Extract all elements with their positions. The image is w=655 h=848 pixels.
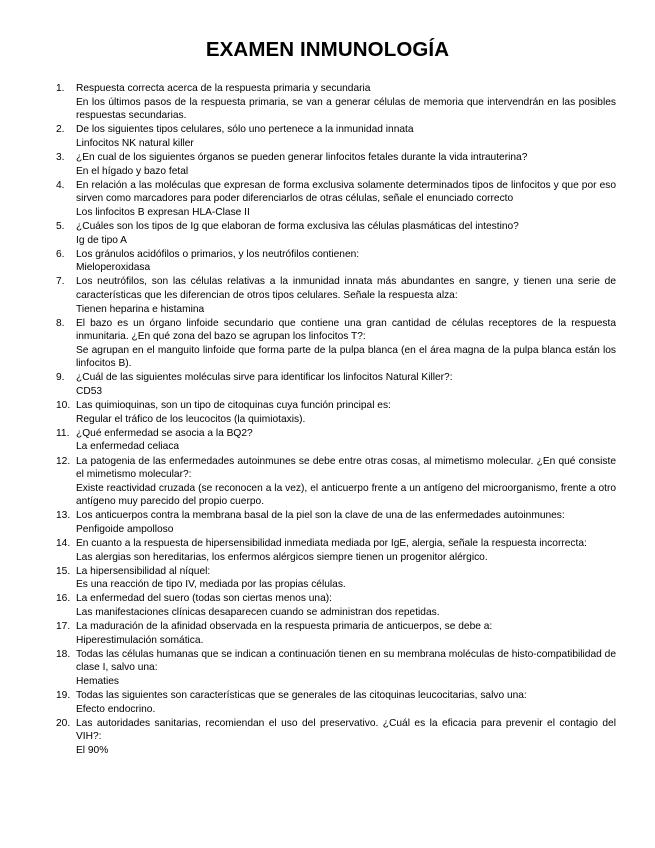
- question-text: Todas las células humanas que se indican a continuación tienen en su membrana moléculas de histo-compatibilidad de clase I, salvo una:: [76, 648, 616, 674]
- answer-text: El 90%: [76, 745, 109, 756]
- question-text: De los siguientes tipos celulares, sólo uno pertenece a la inmunidad innata: [76, 124, 414, 136]
- question-text: ¿Qué enfermedad se asocia a la BQ2?: [76, 427, 253, 439]
- question-number: 7.: [56, 276, 65, 288]
- question-number: 1.: [56, 83, 65, 94]
- question-number: 11.: [56, 427, 70, 439]
- question-list: [56, 82, 616, 758]
- answer-text: Las alergias son hereditarias, los enfermos alérgicos siempre tienen un progenitor alérgico.: [76, 551, 488, 563]
- question-number: 3.: [56, 151, 65, 163]
- page-title: EXAMEN INMUNOLOGÍA: [205, 38, 450, 61]
- question-item: [56, 689, 616, 716]
- question-number: 13.: [56, 510, 71, 522]
- answer-text: En el hígado y bazo fetal: [76, 165, 189, 177]
- question-text: Las autoridades sanitarias, recomiendan el uso del preservativo. ¿Cuál es la eficacia para prevenir el contagio del VIH?:: [76, 717, 616, 743]
- question-item: [56, 565, 616, 592]
- question-item: [56, 371, 616, 398]
- question-number: 9.: [56, 372, 65, 384]
- question-text: La patogenia de las enfermedades autoinmunes se debe entre otras cosas, al mimetismo molecular. ¿En qué consiste el mimetismo molecular?:: [76, 455, 616, 481]
- question-number: 20.: [56, 717, 71, 729]
- question-item: [56, 248, 616, 275]
- question-item: [56, 399, 616, 426]
- question-item: [56, 648, 616, 689]
- question-text: La hipersensibilidad al níquel:: [76, 565, 211, 577]
- question-item: [56, 123, 616, 150]
- question-text: ¿Cuál de las siguientes moléculas sirve para identificar los linfocitos Natural Killer?:: [76, 372, 453, 384]
- question-item: [56, 317, 616, 371]
- question-item: [56, 179, 616, 220]
- question-item: [56, 455, 616, 509]
- question-text: En cuanto a la respuesta de hipersensibilidad inmediata mediada por IgE, alergia, señale la respuesta incorrecta:: [76, 538, 587, 550]
- question-number: 14.: [56, 538, 71, 550]
- question-number: 15.: [56, 565, 71, 577]
- question-item: [56, 427, 616, 454]
- answer-text: Tienen heparina e histamina: [76, 303, 205, 315]
- answer-text: Ig de tipo A: [76, 234, 127, 246]
- question-number: 12.: [56, 455, 71, 467]
- question-text: Los neutrófilos, son las células relativas a la inmunidad innata más abundantes en sangre, y tienen una serie de características que les diferencian de otros tipos celulares. Señale la respuesta alza:: [76, 276, 616, 301]
- question-text: Las quimioquinas, son un tipo de citoquinas cuya función principal es:: [76, 400, 391, 412]
- question-number: 8.: [56, 317, 65, 329]
- answer-text: Los linfocitos B expresan HLA-Clase II: [76, 206, 250, 218]
- answer-text: Penfigoide ampolloso: [76, 524, 174, 535]
- question-text: En relación a las moléculas que expresan de forma exclusiva solamente determinados tipos de linfocitos y que por eso sirven como marcadores para poder diferenciarlos de otras células, señale el enunciado correcto: [76, 179, 616, 205]
- question-number: 10.: [56, 400, 71, 412]
- answer-text: Regular el tráfico de los leucocitos (la quimiotaxis).: [76, 413, 306, 425]
- question-text: ¿Cuáles son los tipos de Ig que elaboran de forma exclusiva las células plasmáticas del intestino?: [76, 220, 519, 232]
- answer-text: En los últimos pasos de la respuesta primaria, se van a generar células de memoria que intervendrán en las posibles respuestas secundarias.: [76, 96, 616, 122]
- answer-text: Existe reactividad cruzada (se reconocen a la vez), el anticuerpo frente a un antígeno del microorganismo, frente a otro antígeno muy parecido del propio cuerpo.: [76, 482, 616, 508]
- answer-text: CD53: [76, 386, 103, 398]
- answer-text: Linfocitos NK natural killer: [76, 137, 194, 149]
- question-text: Todas las siguientes son características que se generales de las citoquinas leucocitarias, salvo una:: [76, 690, 527, 702]
- question-item: [56, 509, 616, 536]
- answer-text: Hiperestimulación somática.: [76, 634, 204, 646]
- question-item: [56, 537, 616, 564]
- question-text: Respuesta correcta acerca de la respuesta primaria y secundaria: [76, 83, 371, 94]
- question-number: 16.: [56, 593, 71, 605]
- question-text: La maduración de la afinidad observada en la respuesta primaria de anticuerpos, se debe a:: [76, 621, 493, 633]
- question-number: 18.: [56, 648, 71, 660]
- answer-text: Mieloperoxidasa: [76, 262, 151, 274]
- question-number: 19.: [56, 690, 71, 702]
- question-text: Los anticuerpos contra la membrana basal de la piel son la clave de una de las enfermedades autoinmunes:: [76, 510, 565, 522]
- question-text: Los gránulos acidófilos o primarios, y los neutrófilos contienen:: [76, 248, 360, 260]
- question-text: ¿En cual de los siguientes órganos se pueden generar linfocitos fetales durante la vida intrauterina?: [76, 151, 528, 163]
- question-number: 2.: [56, 124, 65, 136]
- question-number: 17.: [56, 621, 71, 633]
- question-item: [56, 620, 616, 647]
- answer-text: Efecto endocrino.: [76, 703, 156, 715]
- question-number: 5.: [56, 220, 65, 232]
- question-item: [56, 82, 616, 123]
- answer-text: La enfermedad celiaca: [76, 441, 180, 453]
- question-item: [56, 220, 616, 247]
- answer-text: Se agrupan en el manguito linfoide que forma parte de la pulpa blanca (en el área magna de la pulpa blanca están los linfocitos B).: [76, 344, 616, 370]
- answer-text: Las manifestaciones clínicas desaparecen cuando se administran dos repetidas.: [76, 607, 440, 619]
- question-item: [56, 717, 616, 758]
- answer-text: Hematies: [76, 676, 120, 688]
- answer-text: Es una reacción de tipo IV, mediada por las propias células.: [76, 579, 346, 591]
- question-number: 6.: [56, 248, 65, 260]
- question-item: [56, 151, 616, 178]
- question-item: [56, 592, 616, 619]
- question-text: La enfermedad del suero (todas son ciertas menos una):: [76, 593, 332, 605]
- question-number: 4.: [56, 179, 65, 191]
- question-item: [56, 275, 616, 316]
- question-text: El bazo es un órgano linfoide secundario que contiene una gran cantidad de células receptores de la respuesta inmunitaria. ¿En qué zona del bazo se agrupan los linfocitos T?:: [76, 317, 616, 343]
